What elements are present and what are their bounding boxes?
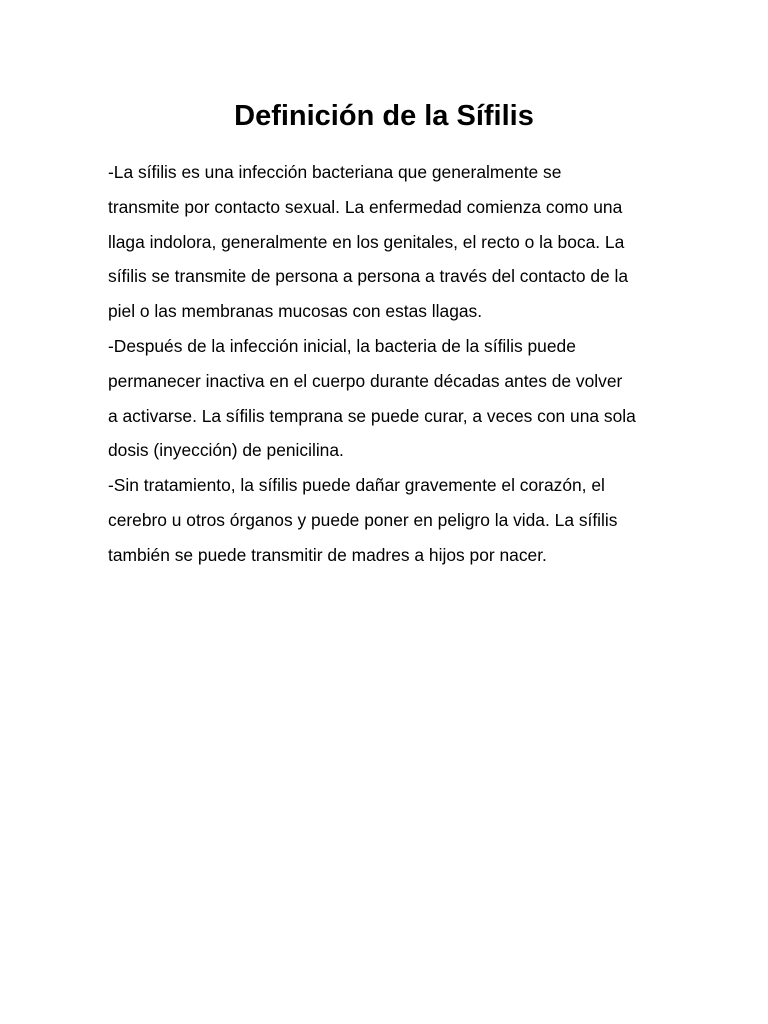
body-line: permanecer inactiva en el cuerpo durante décadas antes de volver [108,370,623,391]
body-line: a activarse. La sífilis temprana se puede curar, a veces con una sola [108,405,636,426]
document-body [108,155,668,573]
body-line: piel o las membranas mucosas con estas llagas. [108,301,483,322]
body-line: -La sífilis es una infección bacteriana que generalmente se [108,162,562,182]
body-line: -Sin tratamiento, la sífilis puede dañar gravemente el corazón, el [108,475,605,496]
body-line: transmite por contacto sexual. La enfermedad comienza como una [108,196,623,217]
document-title: Definición de la Sífilis [234,100,534,132]
body-line: también se puede transmitir de madres a hijos por nacer. [108,544,547,565]
body-line: dosis (inyección) de penicilina. [108,440,344,461]
body-line: cerebro u otros órganos y puede poner en peligro la vida. La sífilis [108,509,618,530]
body-line: llaga indolora, generalmente en los genitales, el recto o la boca. La [108,231,625,252]
body-line: sífilis se transmite de persona a persona a través del contacto de la [108,266,629,287]
body-line: -Después de la infección inicial, la bacteria de la sífilis puede [108,335,576,356]
